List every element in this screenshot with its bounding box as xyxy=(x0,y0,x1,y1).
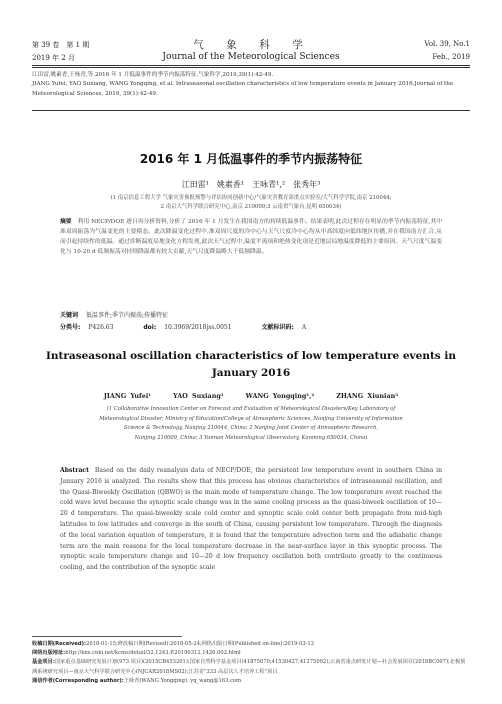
corr-label: 通信作者(Corresponding author): xyxy=(32,677,124,684)
abstract-cn xyxy=(60,217,442,257)
abstract-cn-label: 摘要 xyxy=(60,219,72,225)
journal-name-cn: 气 象 科 学 xyxy=(193,39,309,51)
affiliation-cn-line: 2 南京大气科学联合研究中心,南京 210009;3 云南省气象台,昆明 650034) xyxy=(160,204,342,210)
affiliation-en-line: Meteorological Disaster, Ministry of Education/College of Atmospheric Sciences, Nanjing University of Information xyxy=(99,415,403,422)
footnote-corr xyxy=(32,677,470,686)
url-link[interactable]: http://kns.cnki.net/kcms/detail/32.1243.P.20190312.1426.002.html xyxy=(65,650,241,657)
affiliation-cn-line: (1 南京信息工程大学 气象灾害预报预警与评估协同创新中心/气象灾害教育部重点实验室/大气科学学院,南京 210044; xyxy=(110,195,392,201)
authors-cn: 江田雷¹ 姚素香¹ 王咏青¹,² 张秀年³ xyxy=(181,180,321,189)
journal-name-en: Journal of the Meteorological Sciences xyxy=(162,52,340,62)
clc-label: 分类号: xyxy=(60,324,81,331)
authors-en xyxy=(0,392,502,400)
doi-label: doi: xyxy=(143,324,157,331)
doi-value[interactable]: 10.3969/2018jss.0051 xyxy=(164,324,232,331)
affiliation-cn xyxy=(60,194,442,212)
doc-code-label: 文献标识码: xyxy=(261,324,294,331)
citation-rule xyxy=(32,110,470,111)
corr-text: 王咏青(WANG Yongqing). yq_wang@163.com xyxy=(123,677,242,684)
footnote-url xyxy=(32,649,470,658)
dates-label: 收稿日期(Received): xyxy=(32,641,87,647)
running-header-top xyxy=(32,40,470,51)
keywords-cn-text: 低温事件;季节内振荡;传播特征 xyxy=(86,312,169,319)
footnotes xyxy=(32,640,470,686)
fund-text: 国家重点基础研究发展计划(973 项目)(2015CB453201);国家自然科学基金项目(41875070;41530427;41275092);云南省重点研发计划—社会发展项目(2018BC007);北极预测系统研究项目—南京大气科学联合研究中心(NJCAR2018MS02);江苏省"333 高层次人才培养工程"项目 xyxy=(32,659,466,675)
title-en: Intraseasonal oscillation characteristics of low temperature events in January 2016 xyxy=(45,350,456,379)
clc-value: P426.63 xyxy=(88,324,114,331)
fund-label: 基金项目: xyxy=(32,659,55,666)
footnote-rule xyxy=(32,636,182,637)
classification-row xyxy=(60,322,442,331)
doc-code-value: A xyxy=(301,324,307,331)
citation-cn: 江田雷,姚素香,王咏青,等.2016 年 1 月低温事件的季节内振荡特征.气象科学,2019,39(1):42-49. xyxy=(32,72,274,78)
date-en: Feb., 2019 xyxy=(432,53,470,61)
abstract-en-text: Based on the daily reanalysis data of NECP/DOE, the persistent low temperature event in southern China in January 2016 is analyzed. The results show that this process has obvious characteristics of intraseasonal oscillation, and the Quasi-Biweekly Oscillation (QBWO) is the main mode of temperature change. The low temperature event reached the cold wave level because the synoptic scale change was in the same cooling process as the quasi-biweek oscillation of 10—20 d temperature. The quasi-biweekly scale cold center and synoptic scale cold center both propagate from mid-high latitudes to low latitudes and converge in the south of China, causing persistent low temperature. Through the diagnosis of the local variation equation of temperature, it is found that the temperature advection term and the adiabatic change term are the main reasons for the local temperature decrease in the near-surface layer in this synoptic process. The synoptic scale temperature change and 10—20 d low frequency oscillation both contribute greatly to the continuous cooling, and the contribution of the synoptic scale xyxy=(60,467,442,572)
volume-en: Vol. 39, No.1 xyxy=(424,40,470,48)
header-rule xyxy=(32,65,470,66)
keywords-cn xyxy=(60,310,442,319)
author-en: YAO Suxiang¹ xyxy=(173,392,224,400)
citation-en: JIANG Yufei, YAO Suxiang, WANG Yongqing, et al. Intraseasonal oscillation characteristics of low temperature events in January 2016.Journal of the Meteorological Sciences, 2019, 39(1):42-49. xyxy=(32,81,454,97)
affiliation-en-line: (1 Collaborative Innovation Center on Forecast and Evaluation of Meteorological Disasters/Key Laboratory of xyxy=(106,406,396,412)
dates-text: 2018-01-15;修改稿日期(Revised):2018-05-24;网络出版日期(Published on-line):2019-03-12 xyxy=(86,641,315,647)
abstract-cn-text: 利用 NECP/DOE 逐日再分析资料,分析了 2016 年 1 月发生在我国南方的持续低温事件。结果表明,此次过程存在明显的季节内振荡特征,其中准双周振荡为气温变化的主要模态。此次降温变化过程中,准双周尺度的冷中心与天气尺度冷中心均从中高纬度向低纬地区传播,并在我国南方汇合,从而引起持续性的低温。通过诊断温度局地变化方程发现,此次天气过程中,温度平流项和绝热变化项是近地层局地温度降低的主要原因。天气尺度气温变化与 10-20 d 低频振荡对持续降温都有较大贡献,天气尺度降温略大于低频降温。 xyxy=(60,219,442,256)
running-header-bottom xyxy=(32,53,470,64)
header-rule-thin xyxy=(32,67,470,68)
citation-block xyxy=(32,71,470,99)
abstract-en xyxy=(60,466,442,574)
volume-cn: 第 39 卷 第 1 期 xyxy=(32,41,90,49)
author-en: JIANG Yufei¹ xyxy=(103,392,152,400)
author-en: WANG Yongqing¹,² xyxy=(245,392,315,400)
affiliation-en xyxy=(60,405,442,443)
author-en: ZHANG Xiunian³ xyxy=(336,392,399,400)
date-cn: 2019 年 2 月 xyxy=(32,54,75,62)
affiliation-en-line: Nanjing 210009, China; 3 Yunnan Meteorological Observatory, Kunming 650034, China) xyxy=(134,434,368,441)
footnote-fund xyxy=(32,658,470,676)
url-label: 网络出版地址: xyxy=(32,650,66,657)
affiliation-en-line: Science & Technology, Nanjing 210044, China; 2 Nanjing Joint Center of Atmospheric Research, xyxy=(123,425,379,432)
title-cn: 2016 年 1 月低温事件的季节内振荡特征 xyxy=(139,152,363,166)
footnote-dates xyxy=(32,640,470,649)
keywords-cn-label: 关键词 xyxy=(60,312,79,319)
abstract-en-label: Abstract xyxy=(60,467,89,474)
